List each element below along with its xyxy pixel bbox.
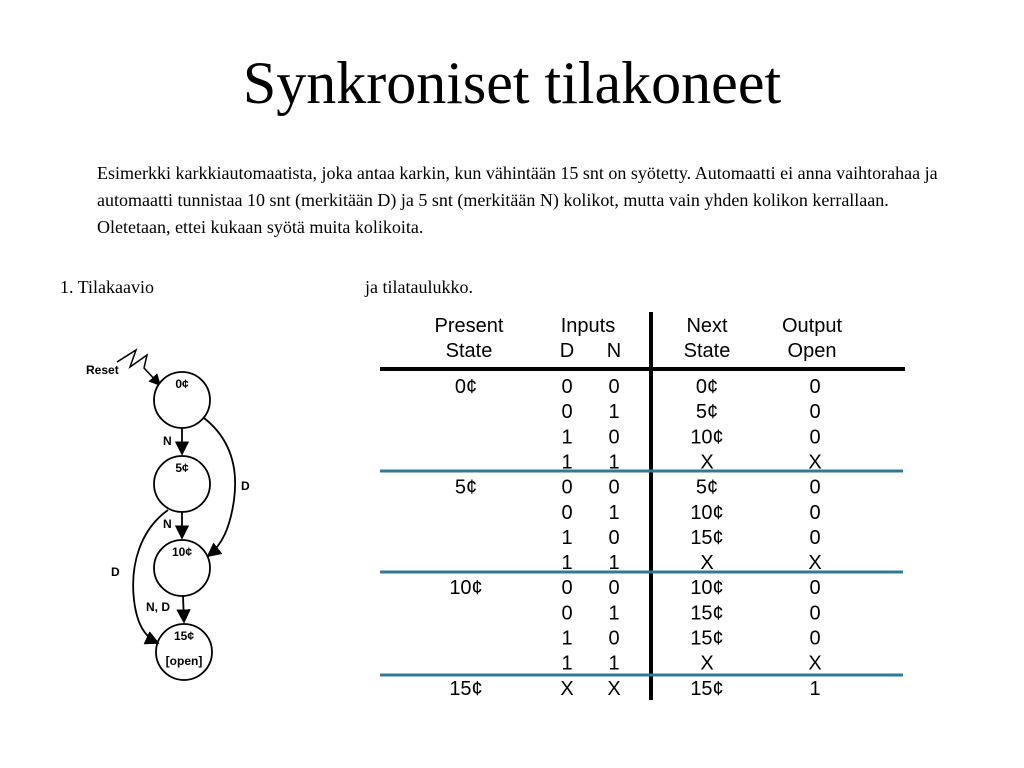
reset-arrow xyxy=(117,350,160,385)
state-label-0: 0¢ xyxy=(175,377,189,391)
cell-input-n: X xyxy=(607,677,621,700)
header-inputs: Inputs xyxy=(560,315,616,337)
table-row xyxy=(455,477,821,499)
cell-next-state: X xyxy=(700,652,714,675)
cell-output-open: 0 xyxy=(809,476,821,499)
header-next: Next xyxy=(686,315,728,337)
cell-input-d: X xyxy=(560,677,574,700)
table-row xyxy=(561,527,820,549)
cell-output-open: X xyxy=(808,451,822,474)
cell-input-n: 1 xyxy=(608,451,620,474)
cell-next-state: 10¢ xyxy=(690,501,724,524)
header-d: D xyxy=(559,340,575,362)
cell-output-open: X xyxy=(808,552,822,574)
header-state: State xyxy=(445,340,493,362)
table-row xyxy=(455,376,821,398)
cell-input-d: 1 xyxy=(561,652,573,675)
state-diagram-label: 1. Tilakaavio xyxy=(60,277,155,297)
table-row xyxy=(561,502,820,524)
cell-next-state: 5¢ xyxy=(695,476,719,499)
edge-label-n1: N xyxy=(163,434,172,448)
cell-input-n: 0 xyxy=(608,376,620,398)
cell-next-state: X xyxy=(700,552,714,574)
cell-output-open: X xyxy=(808,652,822,675)
cell-input-n: 1 xyxy=(608,652,620,675)
header-output: Output xyxy=(781,315,843,337)
state-label-5: 5¢ xyxy=(175,461,189,475)
state-table-label: ja tilataulukko. xyxy=(365,277,473,297)
cell-input-n: 0 xyxy=(608,476,620,499)
cell-input-d: 0 xyxy=(561,602,573,625)
cell-output-open: 0 xyxy=(809,426,821,449)
header-next-state: State xyxy=(683,340,731,362)
cell-present-state: 5¢ xyxy=(454,476,478,499)
cell-input-n: 1 xyxy=(608,552,620,574)
cell-output-open: 0 xyxy=(809,526,821,549)
cell-output-open: 1 xyxy=(809,677,821,700)
header-open: Open xyxy=(787,340,837,362)
cell-input-d: 0 xyxy=(561,501,573,524)
cell-input-n: 1 xyxy=(608,401,620,424)
cell-next-state: 15¢ xyxy=(690,627,724,650)
cell-present-state: 10¢ xyxy=(449,577,483,600)
edge-label-d-right: D xyxy=(241,479,250,493)
cell-next-state: 15¢ xyxy=(690,602,724,625)
cell-next-state: 10¢ xyxy=(690,577,724,600)
state-output-open: [open] xyxy=(165,654,203,668)
cell-input-n: 1 xyxy=(608,602,620,625)
table-header xyxy=(435,315,843,362)
table-row xyxy=(561,628,820,650)
edge-label-d-left: D xyxy=(111,565,120,579)
cell-next-state: 10¢ xyxy=(690,426,724,449)
state-diagram xyxy=(80,340,250,700)
table-body xyxy=(449,376,821,700)
cell-next-state: 15¢ xyxy=(690,677,724,700)
cell-input-n: 0 xyxy=(608,577,620,600)
table-row xyxy=(561,653,821,675)
edge-label-n2: N xyxy=(163,517,172,531)
cell-input-n: 1 xyxy=(608,501,620,524)
cell-present-state: 15¢ xyxy=(449,677,483,700)
cell-next-state: 0¢ xyxy=(695,376,719,398)
cell-input-d: 0 xyxy=(561,577,573,600)
slide-title: Synkroniset tilakoneet xyxy=(242,50,782,116)
cell-input-d: 1 xyxy=(561,627,573,650)
cell-output-open: 0 xyxy=(809,577,821,600)
table-row xyxy=(449,678,820,700)
cell-output-open: 0 xyxy=(809,602,821,625)
state-label-15: 15¢ xyxy=(173,629,195,643)
state-table xyxy=(370,305,910,705)
table-row xyxy=(561,602,820,624)
cell-input-n: 0 xyxy=(608,526,620,549)
cell-output-open: 0 xyxy=(809,401,821,424)
cell-input-d: 0 xyxy=(561,401,573,424)
header-present: Present xyxy=(434,315,504,337)
table-row xyxy=(561,426,820,448)
cell-input-d: 1 xyxy=(561,451,573,474)
cell-next-state: 15¢ xyxy=(690,526,724,549)
state-label-10: 10¢ xyxy=(171,545,193,559)
cell-input-d: 0 xyxy=(561,476,573,499)
cell-output-open: 0 xyxy=(809,376,821,398)
cell-output-open: 0 xyxy=(809,501,821,524)
reset-label: Reset xyxy=(86,363,119,377)
cell-next-state: 5¢ xyxy=(695,401,719,424)
cell-output-open: 0 xyxy=(809,627,821,650)
cell-next-state: X xyxy=(700,451,714,474)
table-row xyxy=(449,577,820,599)
intro-paragraph: Esimerkki karkkiautomaatista, joka antaa karkin, kun vähintään 15 snt on syötetty. Automaatti ei anna vaihtorahaa ja automaatti tunnistaa 10 snt (merkitään D) ja 5 snt (merkitään N) kolikot, mutta vain yhden kolikon kerrallaan. Oletetaan, ettei kukaan syötä muita kolikoita. xyxy=(97,163,938,237)
cell-input-d: 1 xyxy=(561,526,573,549)
table-row xyxy=(561,401,820,423)
cell-present-state: 0¢ xyxy=(454,376,478,398)
cell-input-d: 1 xyxy=(561,552,573,574)
cell-input-n: 0 xyxy=(608,627,620,650)
edge-10-to-15 xyxy=(183,596,184,622)
cell-input-d: 1 xyxy=(561,426,573,449)
edge-label-nd: N, D xyxy=(146,600,170,614)
cell-input-d: 0 xyxy=(561,376,573,398)
cell-input-n: 0 xyxy=(608,426,620,449)
header-n: N xyxy=(606,340,622,362)
